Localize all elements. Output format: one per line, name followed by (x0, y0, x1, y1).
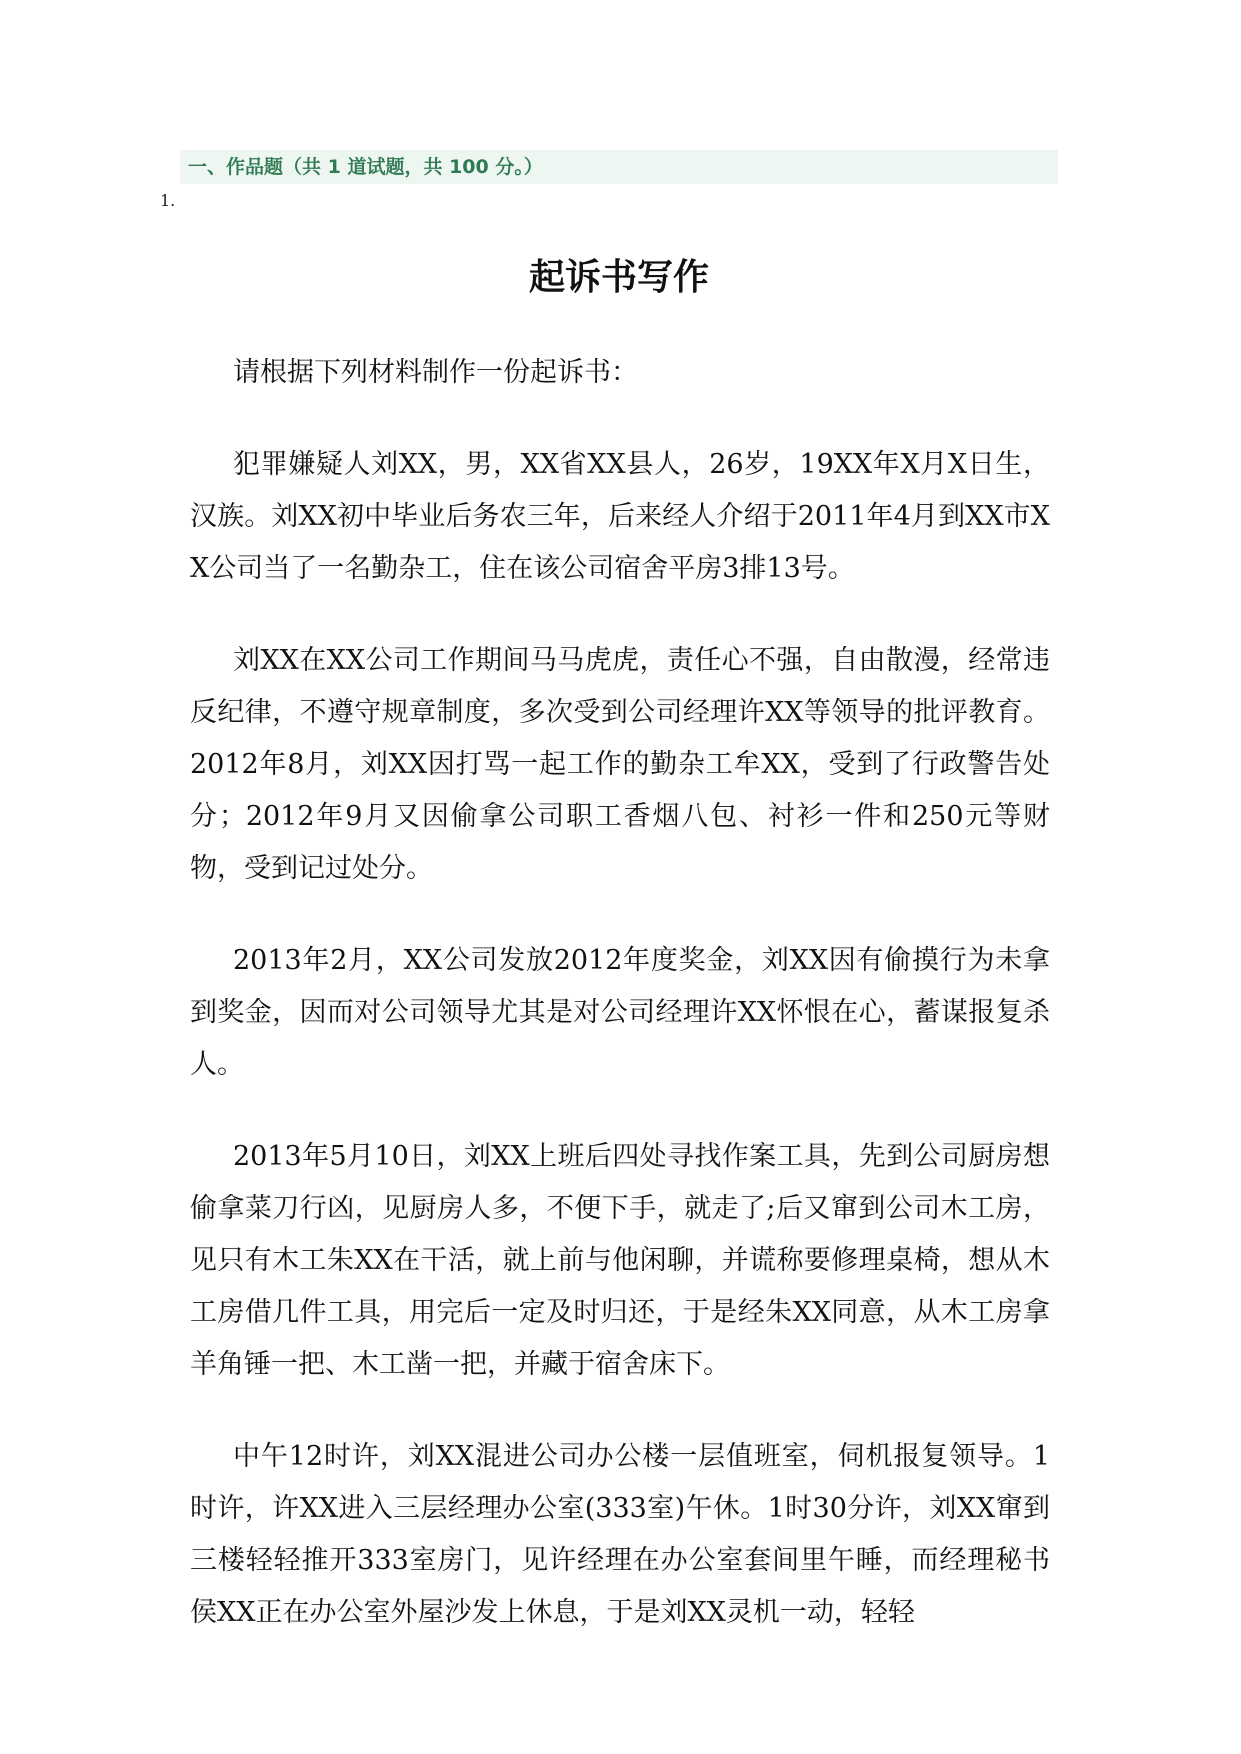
question-number: 1. (160, 191, 176, 210)
paragraph-incident: 中午12时许，刘XX混进公司办公楼一层值班室，伺机报复领导。1时许，许XX进入三层经理办公室(333室)午休。1时30分许，刘XX窜到三楼轻轻推开333室房门，见许经理在办公室套间里午睡，而经理秘书侯XX正在办公室外屋沙发上休息，于是刘XX灵机一动，轻轻 (190, 1441, 1050, 1628)
paragraph-suspect-info: 犯罪嫌疑人刘XX，男，XX省XX县人，26岁，19XX年X月X日生，汉族。刘XX初中毕业后务农三年，后来经人介绍于2011年4月到XX市XX公司当了一名勤杂工，住在该公司宿舍平房3排13号。 (190, 449, 1050, 584)
paragraph-instruction: 请根据下列材料制作一份起诉书： (233, 357, 638, 388)
paragraph-motive: 2013年2月，XX公司发放2012年度奖金，刘XX因有偷摸行为未拿到奖金，因而对公司领导尤其是对公司经理许XX怀恨在心，蓄谋报复杀人。 (190, 945, 1050, 1080)
document-title: 起诉书写作 (528, 256, 709, 298)
document-body (190, 347, 1050, 1679)
paragraph-work-record: 刘XX在XX公司工作期间马马虎虎，责任心不强，自由散漫，经常违反纪律，不遵守规章制度，多次受到公司经理许XX等领导的批评教育。2012年8月，刘XX因打骂一起工作的勤杂工牟XX，受到了行政警告处分；2012年9月又因偷拿公司职工香烟八包、衬衫一件和250元等财物，受到记过处分。 (190, 645, 1050, 884)
paragraph-tools: 2013年5月10日，刘XX上班后四处寻找作案工具，先到公司厨房想偷拿菜刀行凶，见厨房人多，不便下手，就走了;后又窜到公司木工房，见只有木工朱XX在干活，就上前与他闲聊，并谎称要修理桌椅，想从木工房借几件工具，用完后一定及时归还，于是经朱XX同意，从木工房拿羊角锤一把、木工凿一把，并藏于宿舍床下。 (190, 1141, 1050, 1380)
section-header: 一、作品题（共 1 道试题，共 100 分。） (180, 150, 1058, 184)
